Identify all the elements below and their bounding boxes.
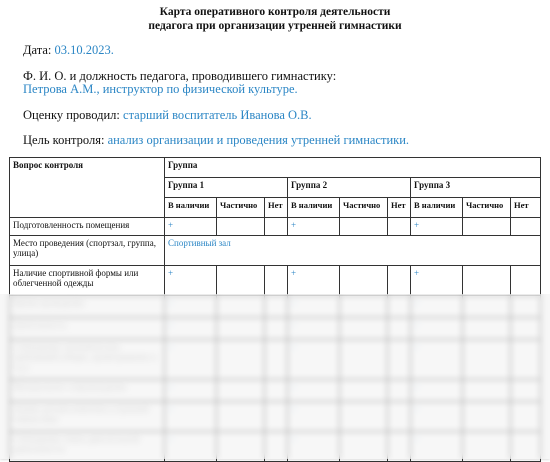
date-value: 03.10.2023. xyxy=(54,43,114,57)
mark-cell xyxy=(217,218,265,236)
header-group: Группа xyxy=(165,158,541,178)
mark-cell: + xyxy=(165,266,217,296)
mark-cell: + xyxy=(411,266,463,296)
subheader-present: В наличии xyxy=(411,198,463,218)
mark-cell xyxy=(511,266,541,296)
blur-overlay xyxy=(0,294,550,459)
subheader-none: Нет xyxy=(265,198,288,218)
mark-cell xyxy=(511,218,541,236)
document-title-line-2: педагога при организации утренней гимнастики xyxy=(148,20,402,32)
mark-cell xyxy=(388,218,411,236)
mark-cell xyxy=(340,218,388,236)
mark-cell xyxy=(217,266,265,296)
subheader-partial: Частично xyxy=(217,198,265,218)
subheader-partial: Частично xyxy=(340,198,388,218)
goal-value: анализ организации и проведения утренней гимнастики. xyxy=(107,133,410,147)
mark-cell xyxy=(265,266,288,296)
subheader-none: Нет xyxy=(388,198,411,218)
table-row xyxy=(10,236,541,266)
date-line xyxy=(23,43,114,58)
row-question: Подготовленность помещения xyxy=(10,218,165,236)
header-question: Вопрос контроля xyxy=(10,158,165,218)
mark-cell xyxy=(388,266,411,296)
inspector-value: старший воспитатель Иванова О.В. xyxy=(123,108,312,122)
row-question: Наличие спортивной формы или облегченной одежды xyxy=(10,266,165,296)
mark-cell xyxy=(463,266,511,296)
inspector-line xyxy=(23,108,312,123)
merged-value-cell: Спортивный зал xyxy=(165,236,541,266)
mark-cell: + xyxy=(288,218,340,236)
goal-label: Цель контроля: xyxy=(23,133,108,147)
subheader-present: В наличии xyxy=(288,198,340,218)
mark-cell xyxy=(340,266,388,296)
teacher-label: Ф. И. О. и должность педагога, проводившего гимнастику: xyxy=(23,69,337,83)
inspector-label: Оценку проводил: xyxy=(23,108,124,122)
row-question: Место проведения (спортзал, группа, улица) xyxy=(10,236,165,266)
mark-cell xyxy=(265,218,288,236)
mark-cell: + xyxy=(165,218,217,236)
mark-cell: + xyxy=(411,218,463,236)
goal-line xyxy=(23,133,409,148)
table-row xyxy=(10,218,541,236)
mark-cell xyxy=(463,218,511,236)
header-group-3: Группа 3 xyxy=(411,178,541,198)
subheader-partial: Частично xyxy=(463,198,511,218)
table-row xyxy=(10,266,541,296)
date-label: Дата: xyxy=(23,43,55,57)
subheader-none: Нет xyxy=(511,198,541,218)
header-group-2: Группа 2 xyxy=(288,178,411,198)
mark-cell: + xyxy=(288,266,340,296)
document-title-line-1: Карта оперативного контроля деятельности xyxy=(159,6,391,18)
header-group-1: Группа 1 xyxy=(165,178,288,198)
subheader-present: В наличии xyxy=(165,198,217,218)
teacher-value: Петрова А.М., инструктор по физической культуре. xyxy=(23,82,298,96)
